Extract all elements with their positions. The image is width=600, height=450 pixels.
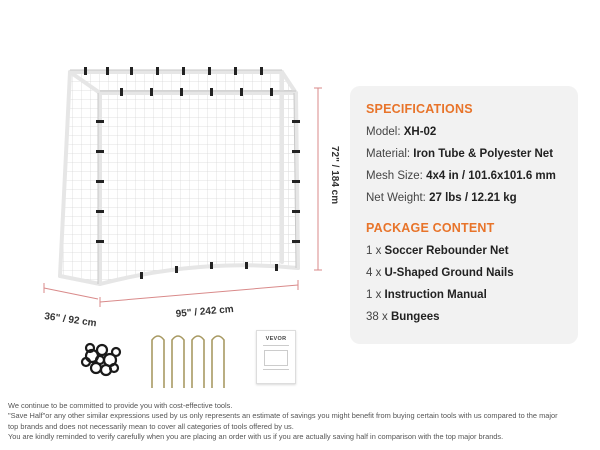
disclaimer-line: We continue to be committed to provide you with cost-effective tools.	[8, 401, 233, 410]
spec-value: Iron Tube & Polyester Net	[413, 148, 554, 160]
manual-brand-logo: VEVOR	[265, 336, 287, 342]
package-content-heading: PACKAGE CONTENT	[366, 221, 495, 235]
disclaimer-line: You are kindly reminded to verify carefully when you are placing an order with us if you are actually saving half in comparison with the top major brands.	[8, 432, 504, 442]
manual-text-line	[263, 369, 289, 370]
package-item: U-Shaped Ground Nails	[384, 267, 514, 279]
package-qty: 1 x	[366, 289, 385, 301]
package-row-net	[366, 244, 578, 258]
spec-value: XH-02	[403, 126, 437, 138]
package-qty: 1 x	[366, 245, 385, 257]
manual-text-line	[263, 345, 289, 346]
specifications-card	[350, 86, 578, 344]
spec-label: Net Weight:	[366, 192, 430, 204]
manual-illustration-box	[264, 350, 288, 366]
instruction-manual-icon	[256, 330, 296, 384]
spec-value: 27 lbs / 12.21 kg	[429, 192, 517, 204]
package-item: Bungees	[390, 311, 440, 323]
disclaimer-footer	[8, 401, 596, 443]
height-dimension-label: 72" / 184 cm	[329, 146, 340, 205]
spec-row-net-weight	[366, 191, 578, 205]
spec-row-mesh-size	[366, 169, 578, 183]
specifications-heading: SPECIFICATIONS	[366, 102, 473, 116]
width-dimension-label: 95" / 242 cm	[175, 303, 235, 320]
package-row-nails	[366, 266, 578, 280]
package-qty: 4 x	[366, 267, 385, 279]
package-qty: 38 x	[366, 311, 391, 323]
bungees-pile-icon	[82, 344, 120, 375]
spec-value: 4x4 in / 101.6x101.6 mm	[426, 170, 556, 182]
spec-label: Model:	[366, 126, 404, 138]
spec-row-material	[366, 147, 578, 161]
spec-label: Material:	[366, 148, 414, 160]
disclaimer-line: "Save Half"or any other similar expressions used by us only represents an estimate of savings you might benefit from buying certain tools with us compared to the major	[8, 411, 558, 421]
package-item: Instruction Manual	[384, 289, 487, 301]
depth-dimension-label: 36" / 92 cm	[43, 311, 98, 330]
package-item: Soccer Rebounder Net	[384, 245, 509, 257]
package-row-bungees	[366, 310, 578, 324]
u-ground-nails-icon	[152, 336, 224, 388]
package-row-manual	[366, 288, 578, 302]
spec-row-model	[366, 125, 578, 139]
disclaimer-line: top brands and does not necessarily mean to cover all categories of tools offered by us.	[8, 421, 294, 431]
spec-label: Mesh Size:	[366, 170, 427, 182]
